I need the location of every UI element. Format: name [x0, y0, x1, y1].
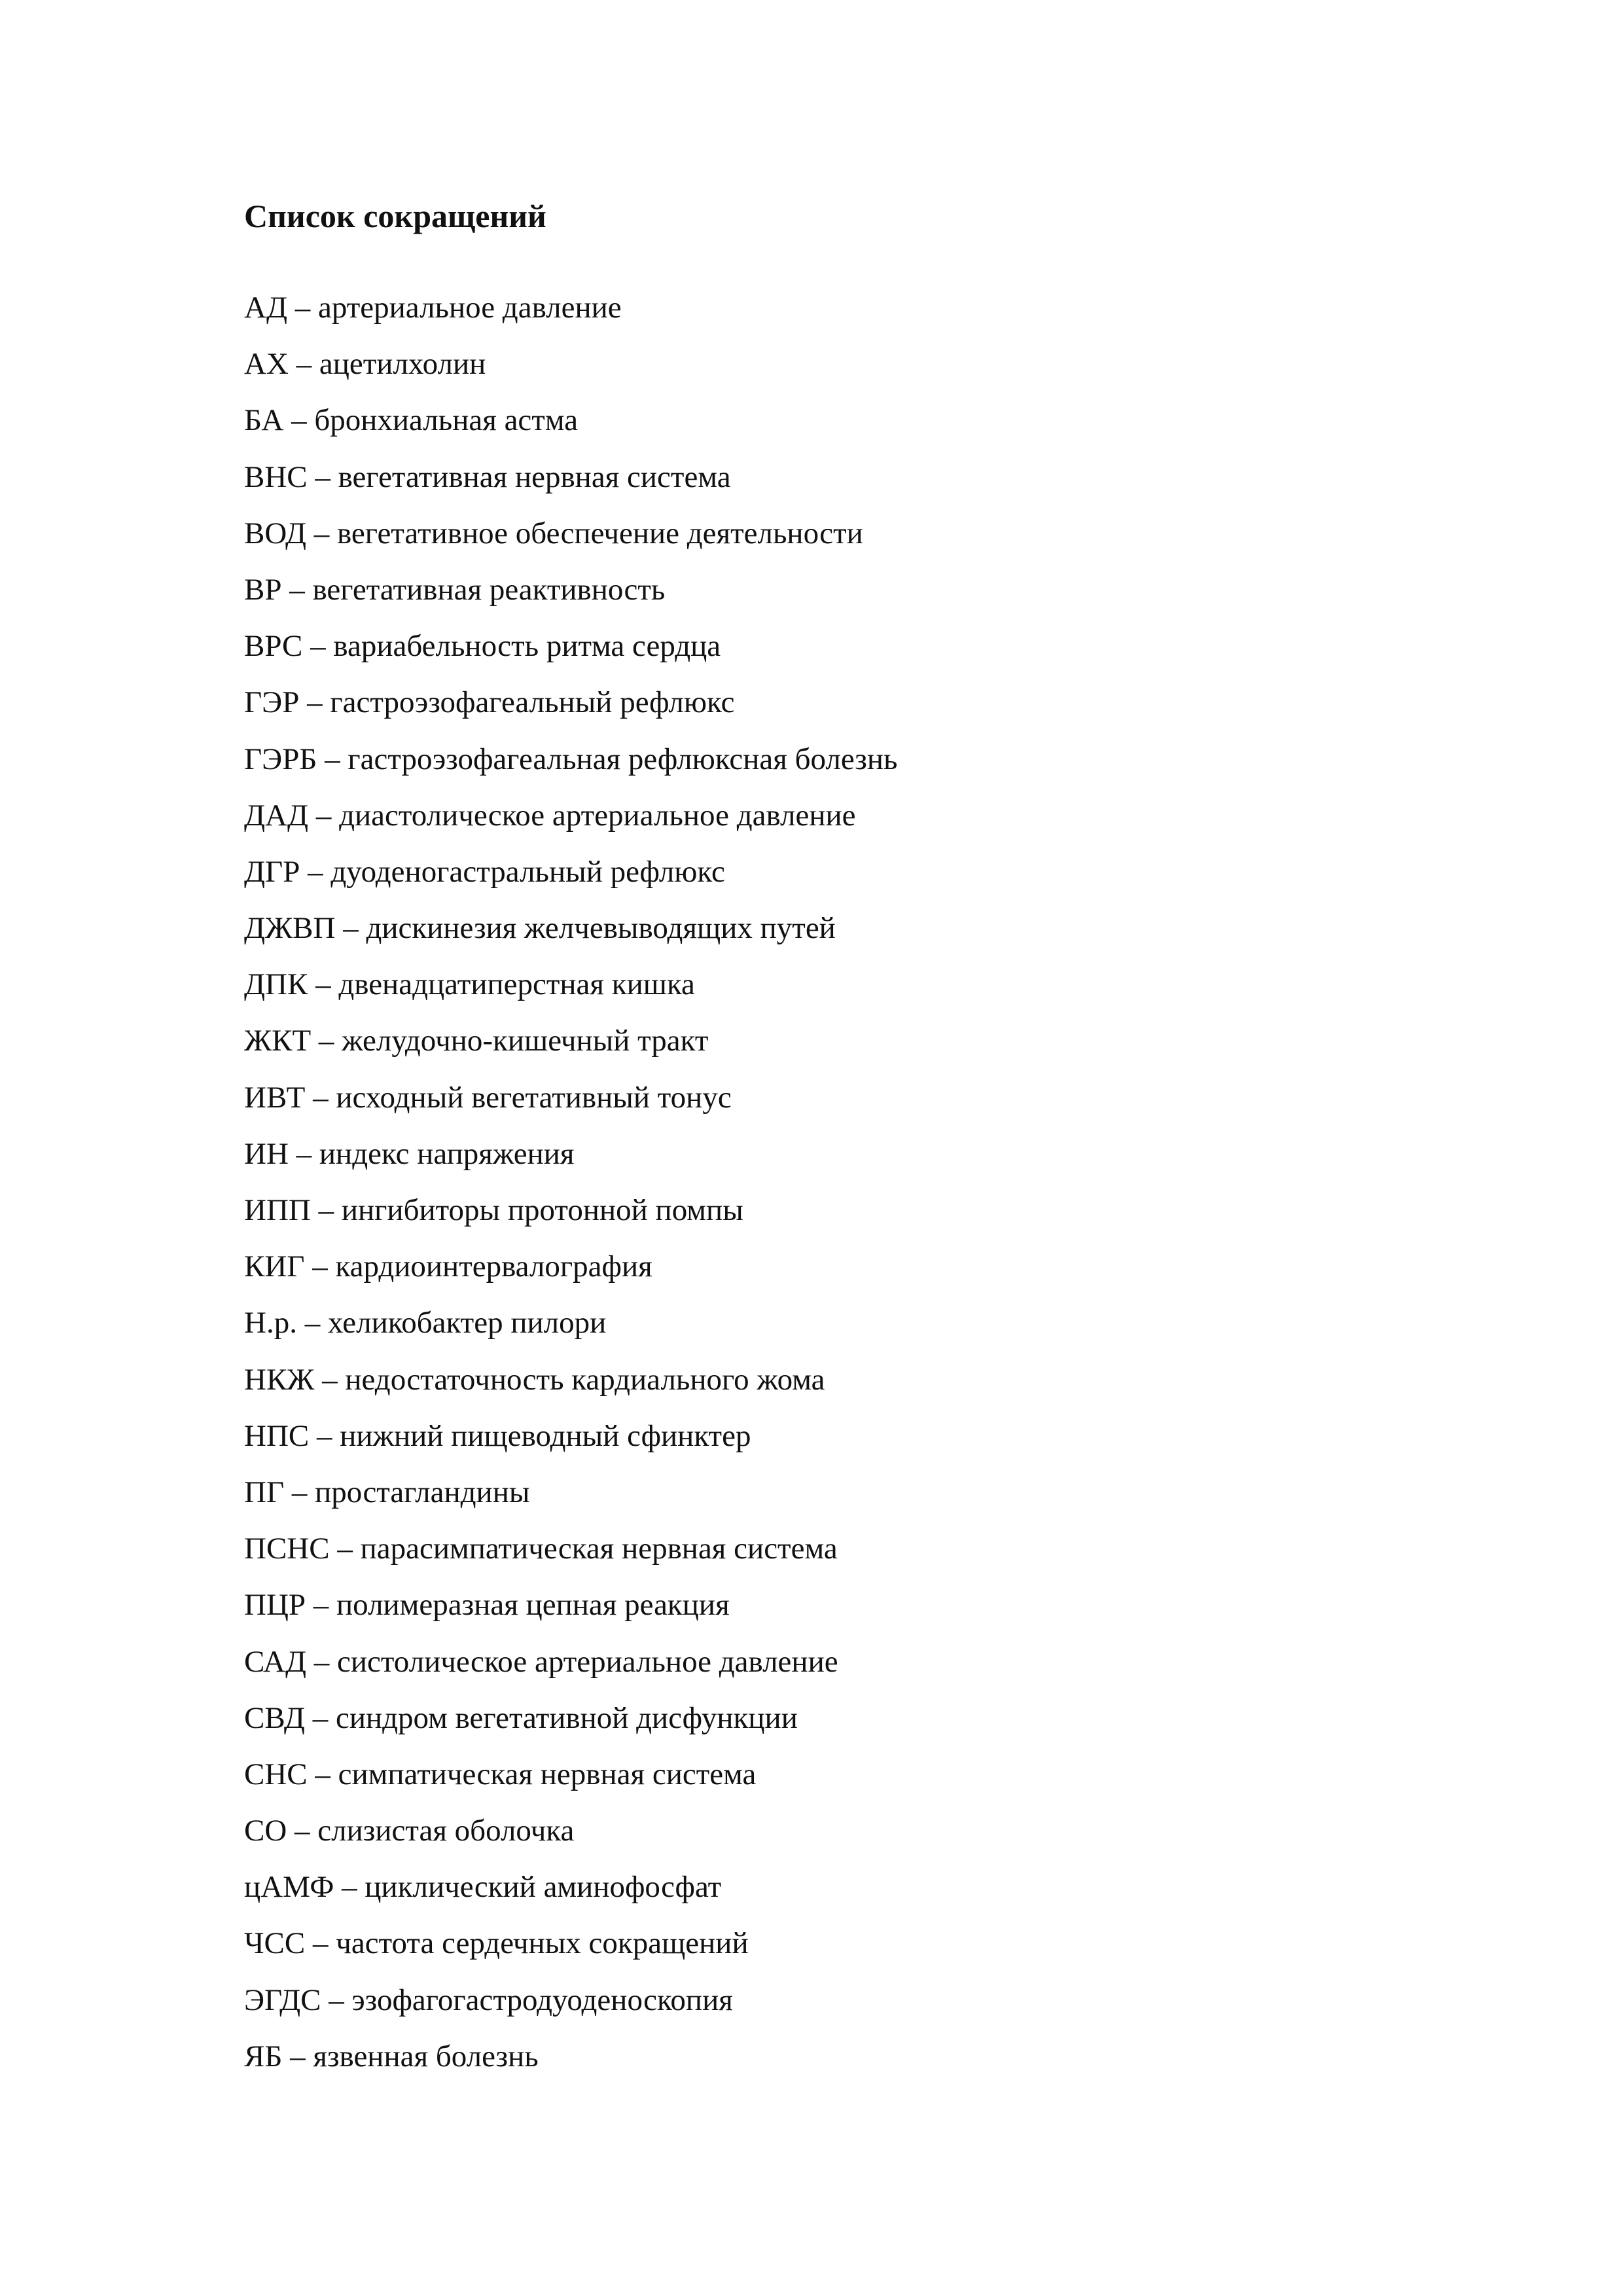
dash-separator: – — [305, 1080, 336, 1115]
abbreviation: СВД — [244, 1700, 305, 1735]
list-item — [244, 1021, 897, 1077]
abbreviation-meaning: дискинезия желчевыводящих путей — [366, 911, 836, 946]
abbreviation: НПС — [244, 1418, 310, 1453]
list-item — [244, 1360, 897, 1416]
list-item — [244, 1811, 897, 1867]
dash-separator: – — [307, 1757, 338, 1791]
list-item — [244, 457, 897, 514]
list-item — [244, 1303, 897, 1359]
abbreviation: ВРС — [244, 629, 303, 664]
dash-separator: – — [321, 1982, 352, 2017]
abbreviation: ГЭРБ — [244, 742, 317, 776]
dash-separator: – — [317, 742, 348, 776]
abbreviation-meaning: гастроэзофагеальная рефлюксная болезнь — [348, 742, 898, 776]
abbreviation: ИН — [244, 1136, 289, 1171]
abbreviation-meaning: эзофагогастродуоденоскопия — [351, 1982, 733, 2017]
abbreviation: ВОД — [244, 516, 307, 550]
dash-separator: – — [288, 1136, 319, 1171]
list-item — [244, 908, 897, 965]
dash-separator: – — [309, 1418, 340, 1453]
abbreviation: ЭГДС — [244, 1982, 321, 2017]
abbreviation-meaning: гастроэзофагеальный рефлюкс — [330, 685, 735, 720]
list-item — [244, 1473, 897, 1529]
dash-separator: – — [308, 967, 339, 1002]
abbreviation-meaning: ингибиторы протонной помпы — [341, 1193, 743, 1227]
list-item — [244, 683, 897, 739]
list-item — [244, 1585, 897, 1641]
list-item — [244, 401, 897, 457]
abbreviation-meaning: частота сердечных сокращений — [336, 1926, 749, 1961]
abbreviation-meaning: полимеразная цепная реакция — [336, 1588, 730, 1623]
abbreviation-meaning: желудочно-кишечный тракт — [342, 1024, 709, 1058]
abbreviation: ЖКТ — [244, 1024, 312, 1058]
list-item — [244, 1981, 897, 2037]
list-item — [244, 796, 897, 852]
abbreviation-meaning: парасимпатическая нервная система — [360, 1532, 838, 1566]
abbreviation: ИПП — [244, 1193, 311, 1227]
abbreviation-meaning: недостаточность кардиального жома — [345, 1362, 825, 1397]
abbreviation-meaning: вегетативное обеспечение деятельности — [337, 516, 863, 550]
list-item — [244, 2037, 897, 2093]
dash-separator: – — [283, 403, 315, 438]
list-item — [244, 344, 897, 401]
abbreviation: ВР — [244, 572, 282, 607]
dash-separator: – — [287, 1814, 318, 1848]
list-item — [244, 1924, 897, 1980]
list-item — [244, 626, 897, 683]
list-item — [244, 1755, 897, 1811]
abbreviation: ПЦР — [244, 1588, 306, 1623]
dash-separator: – — [335, 911, 366, 946]
abbreviation-meaning: кардиоинтервалография — [335, 1249, 652, 1284]
abbreviation-meaning: бронхиальная астма — [314, 403, 579, 438]
list-item — [244, 1867, 897, 1924]
dash-separator: – — [299, 685, 330, 720]
dash-separator: – — [304, 1700, 336, 1735]
dash-separator: – — [282, 2039, 313, 2073]
list-item — [244, 1642, 897, 1698]
list-item — [244, 1134, 897, 1191]
abbreviation-meaning: вариабельность ритма сердца — [333, 629, 721, 664]
dash-separator: – — [307, 459, 338, 494]
list-item — [244, 1416, 897, 1473]
abbreviation: БА — [244, 403, 284, 438]
list-item — [244, 288, 897, 344]
abbreviation: ДГР — [244, 854, 300, 889]
abbreviation-meaning: язвенная болезнь — [313, 2039, 539, 2073]
abbreviation-meaning: хеликобактер пилори — [327, 1306, 607, 1340]
abbreviation-meaning: нижний пищеводный сфинктер — [340, 1418, 751, 1453]
list-item — [244, 965, 897, 1021]
abbreviation-meaning: исходный вегетативный тонус — [336, 1080, 732, 1115]
list-item — [244, 1698, 897, 1755]
dash-separator: – — [306, 1644, 338, 1679]
abbreviation-meaning: артериальное давление — [318, 291, 622, 325]
abbreviation-meaning: циклический аминофосфат — [365, 1870, 722, 1905]
abbreviation-list — [244, 288, 897, 2093]
dash-separator: – — [311, 1024, 342, 1058]
dash-separator: – — [300, 854, 331, 889]
dash-separator: – — [287, 291, 319, 325]
list-item — [244, 740, 897, 796]
abbreviation: СО — [244, 1814, 287, 1848]
abbreviation-meaning: вегетативная нервная система — [338, 459, 731, 494]
abbreviation: КИГ — [244, 1249, 305, 1284]
abbreviation: ДПК — [244, 967, 308, 1002]
list-item — [244, 1529, 897, 1585]
abbreviation: САД — [244, 1644, 307, 1679]
dash-separator: – — [288, 347, 319, 382]
abbreviation: цАМФ — [244, 1870, 334, 1905]
abbreviation-meaning: систолическое артериальное давление — [337, 1644, 838, 1679]
list-item — [244, 1247, 897, 1303]
dash-separator: – — [334, 1870, 365, 1905]
list-item — [244, 1191, 897, 1247]
dash-separator: – — [306, 516, 338, 550]
dash-separator: – — [308, 798, 340, 833]
abbreviation-meaning: дуоденогастральный рефлюкс — [330, 854, 725, 889]
abbreviation: ЧСС — [244, 1926, 306, 1961]
list-item — [244, 570, 897, 626]
dash-separator: – — [329, 1532, 361, 1566]
abbreviation: ПГ — [244, 1475, 285, 1509]
dash-separator: – — [314, 1362, 346, 1397]
abbreviation: ВНС — [244, 459, 308, 494]
list-item — [244, 852, 897, 908]
abbreviation: ДЖВП — [244, 911, 336, 946]
abbreviation: H.p. — [244, 1306, 297, 1340]
abbreviation-meaning: слизистая оболочка — [317, 1814, 575, 1848]
dash-separator: – — [284, 1475, 315, 1509]
abbreviation: АД — [244, 291, 288, 325]
abbreviation-meaning: двенадцатиперстная кишка — [338, 967, 695, 1002]
abbreviation: АХ — [244, 347, 289, 382]
abbreviation-meaning: вегетативная реактивность — [312, 572, 666, 607]
abbreviation-meaning: синдром вегетативной дисфункции — [335, 1700, 798, 1735]
abbreviation-meaning: индекс напряжения — [319, 1136, 575, 1171]
list-item — [244, 514, 897, 570]
dash-separator: – — [306, 1588, 337, 1623]
dash-separator: – — [310, 1193, 342, 1227]
dash-separator: – — [304, 1249, 336, 1284]
page-title: Список сокращений — [244, 198, 546, 234]
abbreviation-meaning: ацетилхолин — [319, 347, 486, 382]
abbreviation: ГЭР — [244, 685, 300, 720]
abbreviation-meaning: диастолическое артериальное давление — [339, 798, 856, 833]
abbreviation-meaning: симпатическая нервная система — [338, 1757, 757, 1791]
abbreviation-meaning: простагландины — [315, 1475, 530, 1509]
dash-separator: – — [302, 629, 334, 664]
abbreviation: ИВТ — [244, 1080, 306, 1115]
list-item — [244, 1078, 897, 1134]
dash-separator: – — [281, 572, 313, 607]
abbreviation: ДАД — [244, 798, 309, 833]
abbreviation: СНС — [244, 1757, 308, 1791]
abbreviation: ЯБ — [244, 2039, 283, 2073]
dash-separator: – — [305, 1926, 336, 1961]
abbreviation: НКЖ — [244, 1362, 315, 1397]
abbreviation: ПСНС — [244, 1532, 330, 1566]
dash-separator: – — [296, 1306, 328, 1340]
